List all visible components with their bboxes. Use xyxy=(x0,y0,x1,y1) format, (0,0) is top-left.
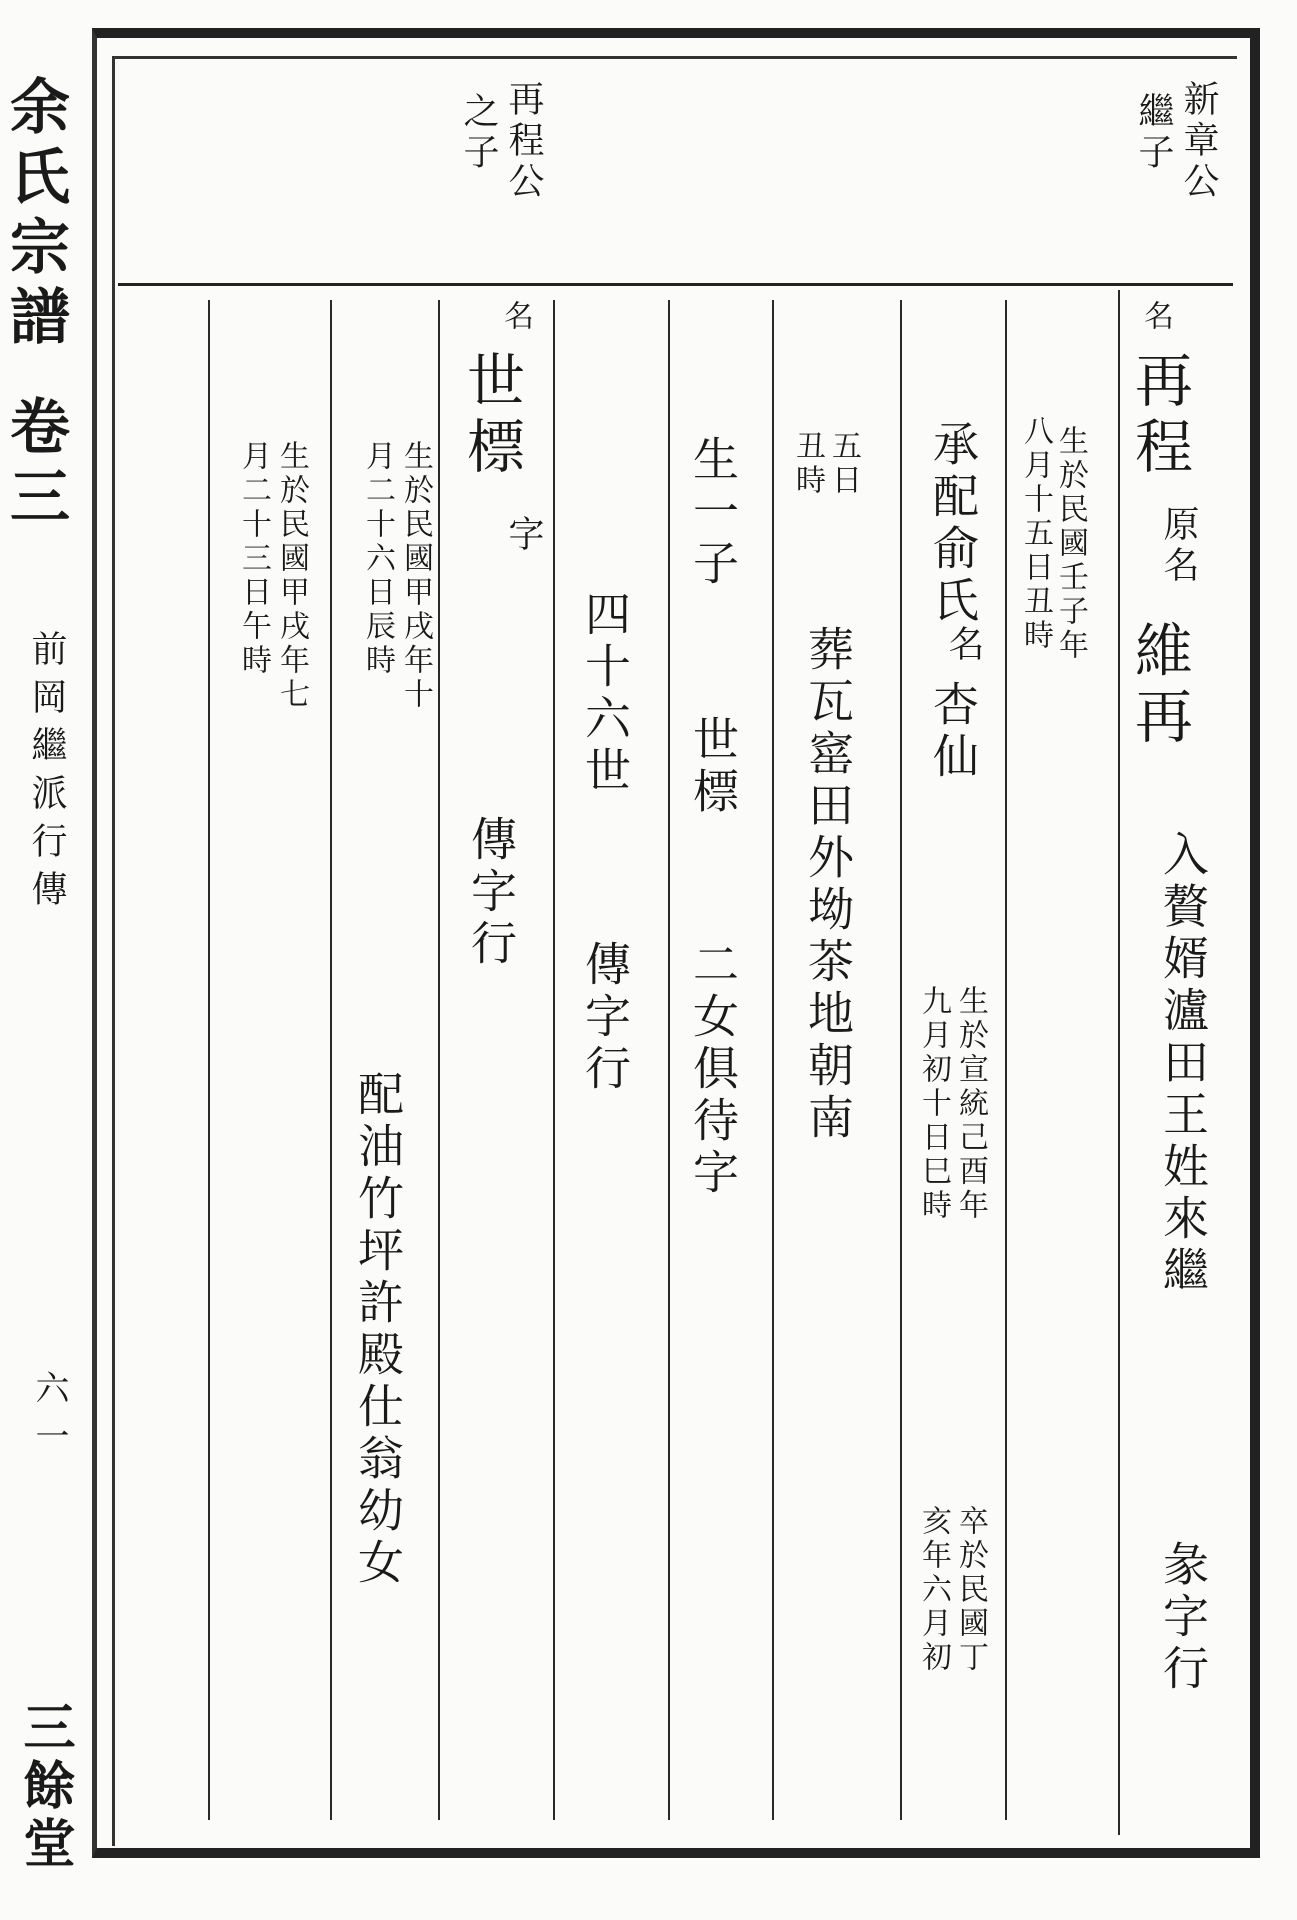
column-divider xyxy=(438,300,440,1820)
son-name: 世標 xyxy=(686,715,740,819)
heir-note-line: 繼子 xyxy=(1133,92,1174,174)
spouse-record: 承配俞氏 xyxy=(926,420,980,628)
heir-note-line: 之子 xyxy=(458,92,499,174)
original-name-label: 原名 xyxy=(1158,505,1199,587)
column-divider xyxy=(772,300,774,1820)
children-count: 生一子 xyxy=(686,435,740,591)
spouse-birth-record: 生於宣統己酉年 xyxy=(953,985,988,1223)
column-divider xyxy=(900,300,902,1820)
spouse-death-record: 卒於民國丁 xyxy=(953,1505,988,1675)
column-divider xyxy=(668,300,670,1820)
birth-record: 月二十六日辰時 xyxy=(360,440,395,678)
book-title: 余氏宗譜 xyxy=(0,75,70,355)
column-divider xyxy=(208,300,210,1820)
spouse-birth-record: 月二十三日午時 xyxy=(236,440,271,678)
death-time: 五日 xyxy=(826,430,861,498)
birth-record: 生於民國壬子年 xyxy=(1053,425,1088,663)
page-number: 六一 xyxy=(29,1370,69,1466)
generation-character: 傳字行 xyxy=(464,815,518,971)
inner-border xyxy=(112,56,1237,1846)
column-divider xyxy=(1118,290,1120,1835)
heir-note-line: 再程公 xyxy=(503,80,544,203)
section-title: 前岡繼派行傳 xyxy=(26,630,67,918)
son-generation-character: 傳字行 xyxy=(578,940,632,1096)
generation-character: 彖字行 xyxy=(1156,1540,1210,1696)
column-divider xyxy=(1005,300,1007,1820)
son-generation: 四十六世 xyxy=(578,590,632,798)
heir-note-line: 新章公 xyxy=(1178,80,1219,203)
person-name: 再程 xyxy=(1125,350,1193,482)
death-time: 丑時 xyxy=(790,430,825,498)
burial-record: 葬瓦窰田外坳茶地朝南 xyxy=(801,625,855,1145)
courtesy-name-label: 字 xyxy=(503,515,544,556)
name-label: 名 xyxy=(498,300,533,334)
spouse-name-label: 名 xyxy=(943,625,984,666)
birth-record: 八月十五日丑時 xyxy=(1018,415,1053,653)
origin-note: 入贅婿瀘田王姓來繼 xyxy=(1156,830,1210,1298)
spouse-birth-record: 九月初十日巳時 xyxy=(916,985,951,1223)
name-label: 名 xyxy=(1138,300,1173,334)
spouse-death-record: 亥年六月初 xyxy=(916,1505,951,1675)
spouse-record: 配油竹坪許殿仕翁幼女 xyxy=(351,1070,405,1590)
original-name: 維再 xyxy=(1125,620,1193,752)
header-divider xyxy=(118,283,1233,286)
volume-label: 卷三 xyxy=(0,395,70,535)
person-name: 世標 xyxy=(457,350,525,482)
spouse-birth-record: 生於民國甲戌年七 xyxy=(274,440,309,712)
spouse-name: 杏仙 xyxy=(926,680,980,784)
daughters-note: 二女俱待字 xyxy=(686,940,740,1200)
column-divider xyxy=(553,300,555,1820)
hall-name: 三餘堂 xyxy=(14,1700,74,1874)
column-divider xyxy=(330,300,332,1820)
birth-record: 生於民國甲戌年十 xyxy=(398,440,433,712)
